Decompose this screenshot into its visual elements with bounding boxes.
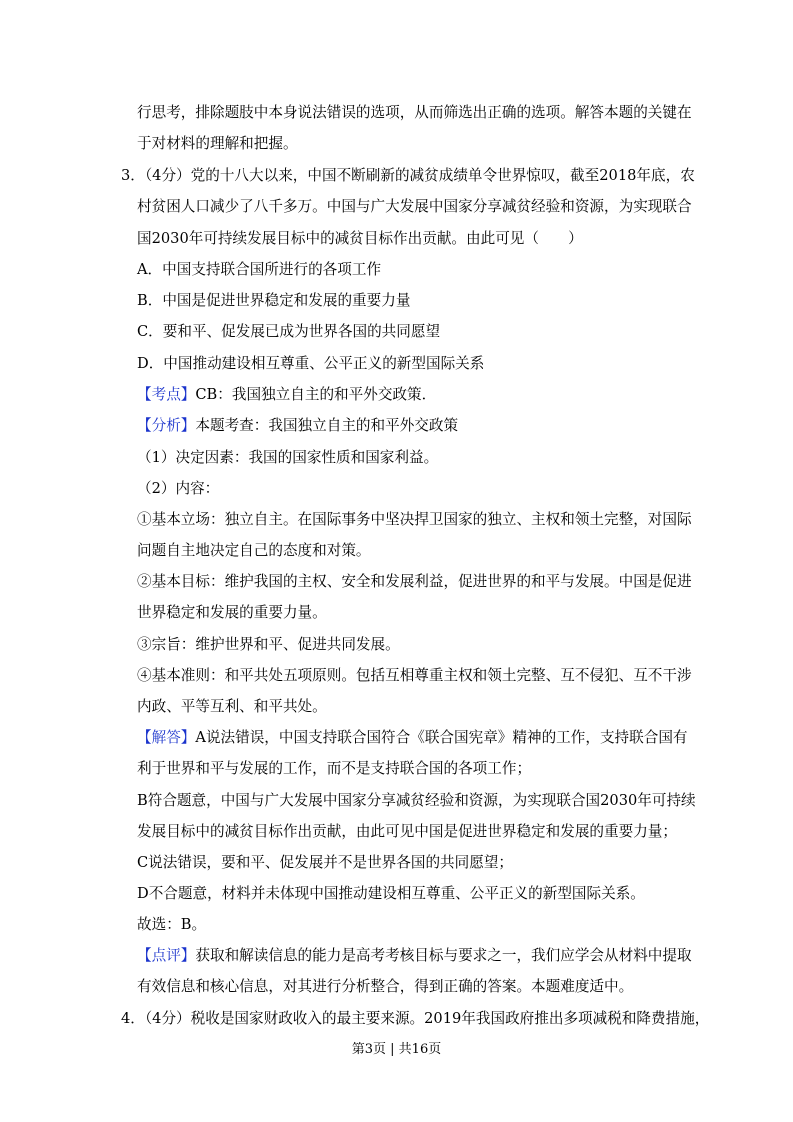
option-a: A．中国支持联合国所进行的各项工作 bbox=[137, 261, 382, 278]
page-footer: 第3页 | 共16页 bbox=[351, 1042, 442, 1057]
dianping-line bbox=[137, 946, 692, 966]
text-line: C说法错误，要和平、促发展并不是世界各国的共同愿望； bbox=[137, 854, 514, 871]
text-line: 世界稳定和发展的重要力量。 bbox=[137, 604, 327, 621]
text-line: 有效信息和核心信息，对其进行分析整合，得到正确的答案。本题难度适中。 bbox=[137, 978, 634, 995]
text-line: 国2030年可持续发展目标中的减贫目标作出贡献。由此可见（ ） bbox=[137, 230, 583, 247]
question-4-stem: 4．（4分）税收是国家财政收入的最主要来源。2019年我国政府推出多项减税和降费措施， bbox=[121, 1010, 710, 1027]
text-line: 行思考，排除题肢中本身说法错误的选项，从而筛选出正确的选项。解答本题的关键在 bbox=[137, 104, 692, 121]
text-line: 发展目标中的减贫目标作出贡献，由此可见中国是促进世界稳定和发展的重要力量； bbox=[137, 823, 677, 840]
fenxi-line bbox=[137, 416, 458, 436]
fenxi-tag: 【分析】 bbox=[137, 417, 196, 434]
jieda-text: A说法错误，中国支持联合国符合《联合国宪章》精神的工作，支持联合国有 bbox=[195, 729, 688, 746]
option-d: D．中国推动建设相互尊重、公平正义的新型国际关系 bbox=[137, 355, 485, 372]
option-c: C．要和平、促发展已成为世界各国的共同愿望 bbox=[137, 323, 441, 340]
kaodian-tag: 【考点】 bbox=[137, 386, 196, 403]
kaodian-line bbox=[137, 385, 436, 405]
text-line: D不合题意，材料并未体现中国推动建设相互尊重、公平正义的新型国际关系。 bbox=[137, 885, 645, 902]
jieda-line bbox=[137, 728, 688, 748]
text-line: （2）内容： bbox=[137, 480, 220, 497]
text-line: ①基本立场：独立自主。在国际事务中坚决捍卫国家的独立、主权和领土完整，对国际 bbox=[137, 511, 692, 528]
text-line: （1）决定因素：我国的国家性质和国家利益。 bbox=[137, 449, 439, 466]
jieda-tag: 【解答】 bbox=[137, 729, 196, 746]
text-line: 内政、平等互利、和平共处。 bbox=[137, 698, 327, 715]
text-line: 利于世界和平与发展的工作，而不是支持联合国的各项工作； bbox=[137, 760, 532, 777]
text-line: ③宗旨：维护世界和平、促进共同发展。 bbox=[137, 636, 400, 653]
fenxi-text: 本题考查：我国独立自主的和平外交政策 bbox=[195, 417, 459, 434]
option-b: B．中国是促进世界稳定和发展的重要力量 bbox=[137, 292, 411, 309]
dianping-text: 获取和解读信息的能力是高考考核目标与要求之一，我们应学会从材料中提取 bbox=[195, 947, 692, 964]
text-line: 村贫困人口减少了八千多万。中国与广大发展中国家分享减贫经验和资源，为实现联合 bbox=[137, 198, 692, 215]
dianping-tag: 【点评】 bbox=[137, 947, 196, 964]
text-line: ②基本目标：维护我国的主权、安全和发展利益，促进世界的和平与发展。中国是促进 bbox=[137, 573, 692, 590]
text-line: B符合题意，中国与广大发展中国家分享减贫经验和资源，为实现联合国2030年可持续 bbox=[137, 792, 696, 809]
kaodian-text: CB：我国独立自主的和平外交政策． bbox=[195, 386, 437, 403]
question-3-stem: 3．（4分）党的十八大以来，中国不断刷新的减贫成绩单令世界惊叹，截至2018年底，农 bbox=[121, 167, 695, 184]
text-line: 问题自主地决定自己的态度和对策。 bbox=[137, 542, 371, 559]
text-line: 于对材料的理解和把握。 bbox=[137, 135, 298, 152]
text-line: ④基本准则：和平共处五项原则。包括互相尊重主权和领土完整、互不侵犯、互不干涉 bbox=[137, 667, 692, 684]
answer-line: 故选：B。 bbox=[137, 916, 207, 933]
